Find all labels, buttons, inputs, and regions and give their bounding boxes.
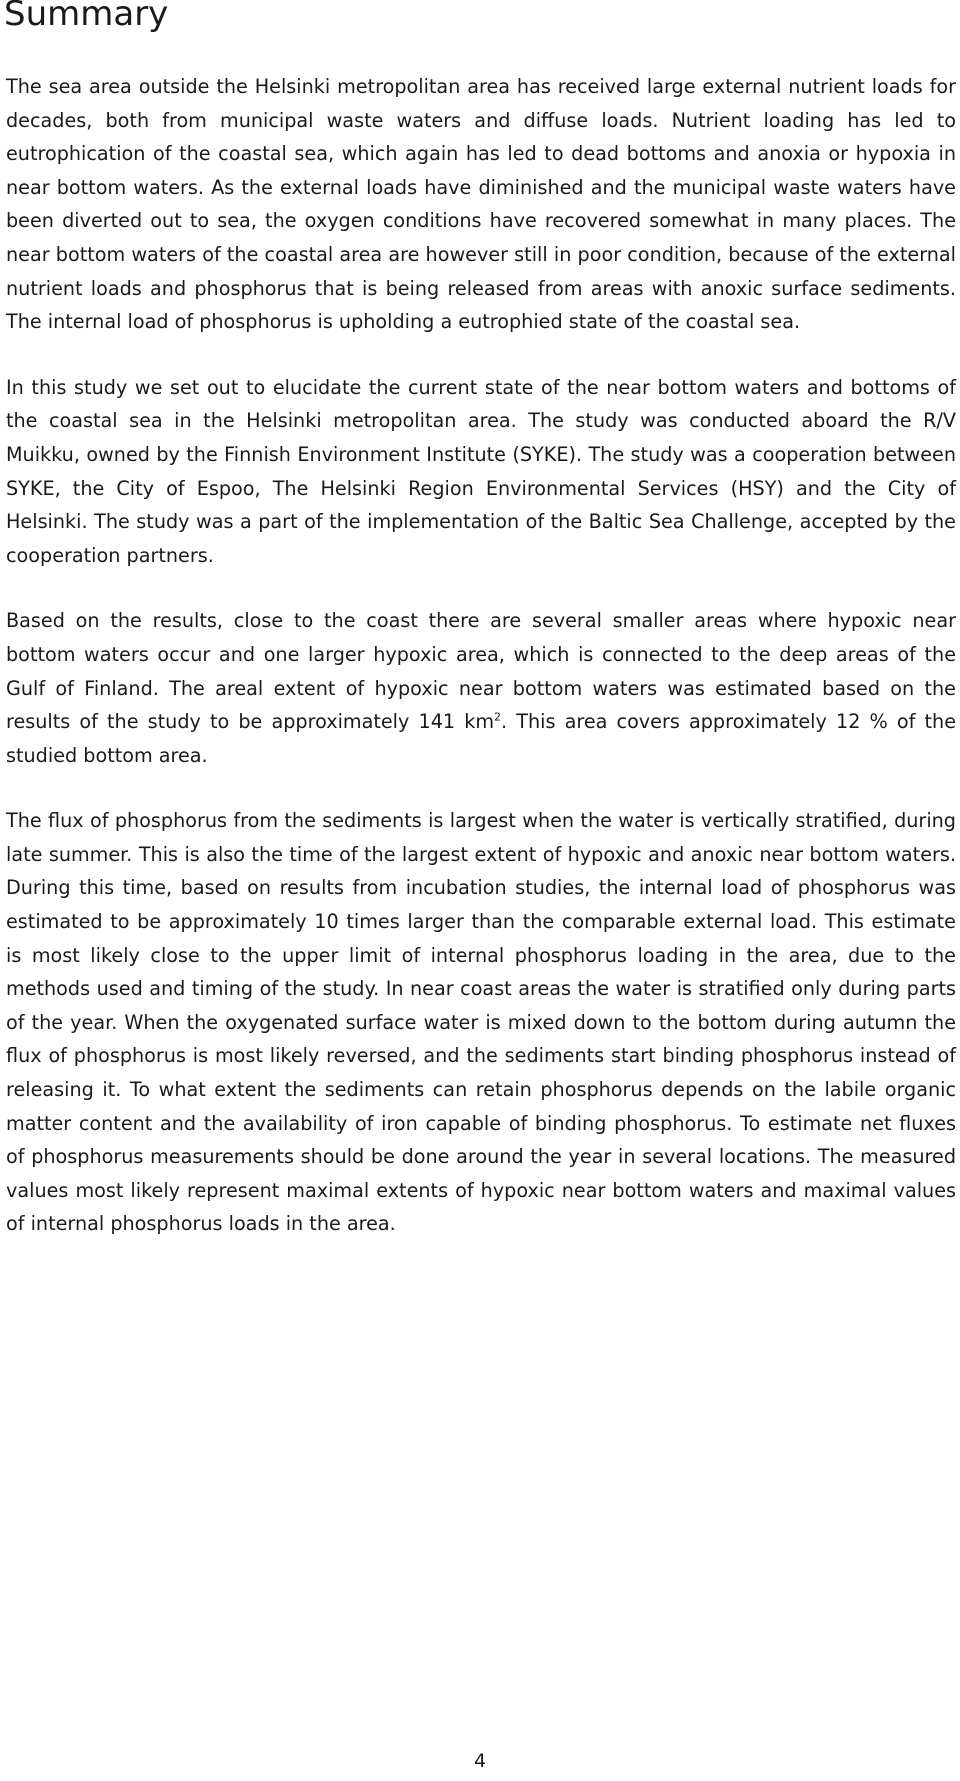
page-title: Summary bbox=[4, 0, 169, 34]
paragraph-1: The sea area outside the Helsinki metropolitan area has received large external nutrient loads for decades, both from municipal waste waters and diffuse loads. Nutrient loading has led to eutrophication of the coastal sea, which again has led to dead bottoms and anoxia or hypoxia in near bottom waters. As the external loads have diminished and the municipal waste waters have been diverted out to sea, the oxygen conditions have recovered somewhat in many places. The near bottom waters of the coastal area are however still in poor condition, because of the external nutrient loads and phosphorus that is being released from areas with anoxic surface sediments. The internal load of phosphorus is upholding a eutrophied state of the coastal sea. bbox=[6, 75, 956, 334]
superscript-2: 2 bbox=[494, 710, 502, 724]
paragraph-4: The flux of phosphorus from the sediments is largest when the water is vertically stratified, during late summer. This is also the time of the largest extent of hypoxic and anoxic near bottom waters. During this time, based on results from incubation studies, the internal load of phosphorus was estimated to be approximately 10 times larger than the comparable external load. This estimate is most likely close to the upper limit of internal phosphorus loading in the area, due to the methods used and timing of the study. In near coast areas the water is stratified only during parts of the year. When the oxygenated surface water is mixed down to the bottom during autumn the flux of phosphorus is most likely reversed, and the sediments start binding phosphorus instead of releasing it. To what extent the sediments can retain phosphorus depends on the labile organic matter content and the availability of iron capable of binding phosphorus. To estimate net fluxes of phosphorus measurements should be done around the year in several locations. The measured values most likely represent maximal extents of hypoxic near bottom waters and maximal values of internal phosphorus loads in the area. bbox=[6, 809, 956, 1236]
paragraph-3-text: Based on the results, close to the coast there are several smaller areas where hypoxic near bottom waters occur and one larger hypoxic area, which is connected to the deep areas of the Gulf of Finland. The areal extent of hypoxic near bottom waters was estimated based on the results of the study to be approximately 141 km bbox=[6, 609, 956, 734]
summary-body bbox=[6, 70, 956, 1273]
paragraph-3 bbox=[6, 604, 956, 772]
page-number: 4 bbox=[473, 1750, 487, 1772]
paragraph-3-text-end: . This area covers approximately 12 % of the studied bottom area. bbox=[6, 710, 956, 767]
paragraph-2: In this study we set out to elucidate the current state of the near bottom waters and bottoms of the coastal sea in the Helsinki metropolitan area. The study was conducted aboard the R/V Muikku, owned by the Finnish Environment Institute (SYKE). The study was a cooperation between SYKE, the City of Espoo, The Helsinki Region Environmental Services (HSY) and the City of Helsinki. The study was a part of the implementation of the Baltic Sea Challenge, accepted by the cooperation partners. bbox=[6, 375, 956, 567]
